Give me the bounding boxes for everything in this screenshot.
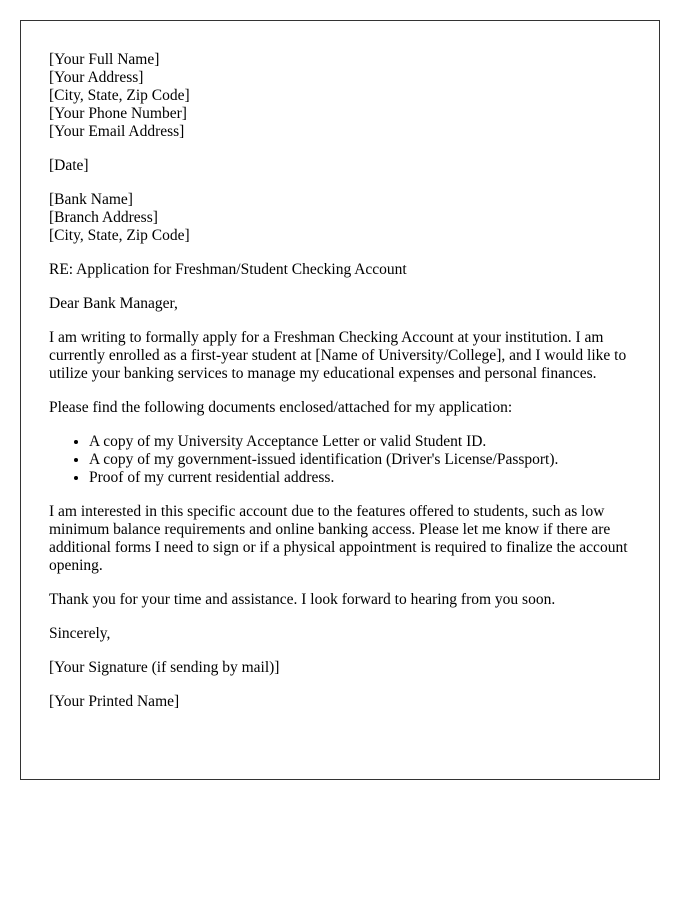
subject-line: RE: Application for Freshman/Student Checking Account bbox=[49, 261, 407, 278]
salutation: Dear Bank Manager, bbox=[49, 295, 178, 312]
sender-phone: [Your Phone Number] bbox=[49, 105, 187, 122]
closing: Sincerely, bbox=[49, 625, 111, 642]
sender-name: [Your Full Name] bbox=[49, 51, 160, 68]
sender-email: [Your Email Address] bbox=[49, 123, 185, 140]
letter-page bbox=[20, 20, 660, 780]
recipient-branch-address: [Branch Address] bbox=[49, 209, 158, 226]
date-block bbox=[49, 157, 631, 175]
intro-paragraph: I am writing to formally apply for a Freshman Checking Account at your institution. I am currently enrolled as a first-year student at [Name of University/College], and I would like to utilize your banking services to manage my educational expenses and personal finances. bbox=[49, 329, 627, 382]
recipient-block bbox=[49, 191, 631, 245]
list-item: • Proof of my current residential address. bbox=[89, 469, 631, 487]
sender-city-state-zip: [City, State, Zip Code] bbox=[49, 87, 190, 104]
documents-list bbox=[49, 433, 631, 487]
recipient-city-state-zip: [City, State, Zip Code] bbox=[49, 227, 190, 244]
sender-address: [Your Address] bbox=[49, 69, 144, 86]
letter-date: [Date] bbox=[49, 157, 89, 174]
documents-intro: Please find the following documents enclosed/attached for my application: bbox=[49, 399, 513, 416]
interest-paragraph: I am interested in this specific account due to the features offered to students, such as low minimum balance requirements and online banking access. Please let me know if there are additional forms I need to sign or if a physical appointment is required to finalize the account opening. bbox=[49, 503, 628, 574]
list-item: • A copy of my University Acceptance Letter or valid Student ID. bbox=[89, 433, 631, 451]
sender-block bbox=[49, 51, 631, 141]
recipient-bank-name: [Bank Name] bbox=[49, 191, 133, 208]
printed-name-placeholder: [Your Printed Name] bbox=[49, 693, 180, 710]
thanks-paragraph: Thank you for your time and assistance. I look forward to hearing from you soon. bbox=[49, 591, 556, 608]
list-item: • A copy of my government-issued identification (Driver's License/Passport). bbox=[89, 451, 631, 469]
signature-placeholder: [Your Signature (if sending by mail)] bbox=[49, 659, 280, 676]
